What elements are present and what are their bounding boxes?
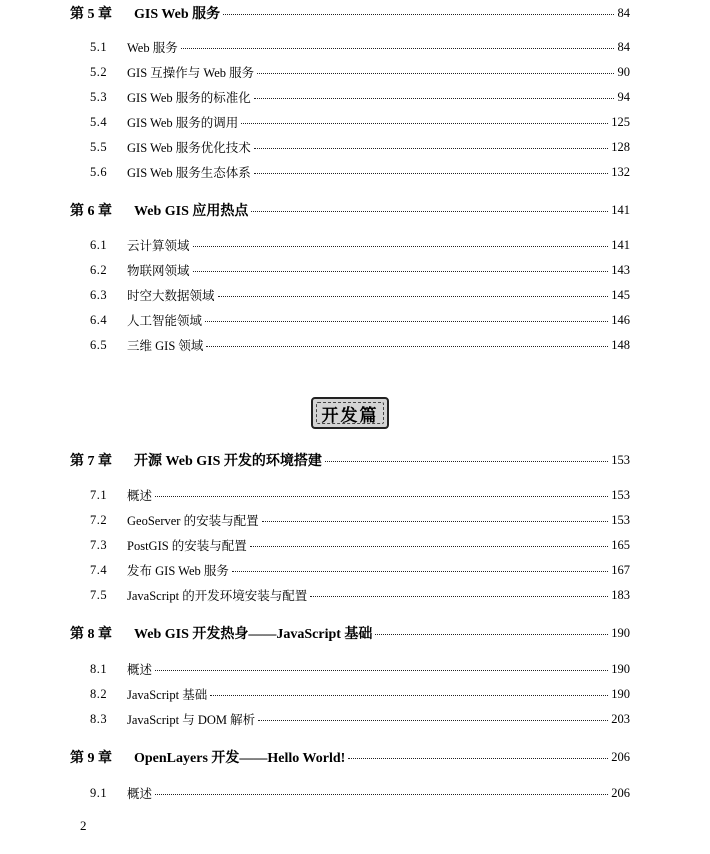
toc-section-row[interactable] [0, 510, 710, 530]
section-title: PostGIS 的安装与配置 [127, 536, 250, 554]
page-number: 141 [608, 203, 630, 218]
section-title: Web 服务 [127, 38, 181, 56]
toc-section-row[interactable] [0, 335, 710, 355]
toc-section-row[interactable] [0, 87, 710, 107]
page-number: 90 [615, 65, 631, 80]
toc-chapter-row[interactable] [0, 3, 710, 23]
toc-chapter-row[interactable] [0, 200, 710, 220]
dot-leader [251, 211, 630, 212]
page-number: 143 [608, 263, 630, 278]
dot-leader [257, 73, 630, 74]
section-title: 人工智能领域 [127, 311, 205, 329]
part-banner-title: 开发篇 [321, 405, 379, 426]
page-number: 190 [608, 687, 630, 702]
dot-leader [205, 321, 630, 322]
toc-section-row[interactable] [0, 162, 710, 182]
section-title: GeoServer 的安装与配置 [127, 511, 262, 529]
toc-section-row[interactable] [0, 235, 710, 255]
section-number: 8.1 [90, 661, 108, 676]
dot-leader [232, 571, 630, 572]
section-title: 云计算领域 [127, 236, 193, 254]
section-number: 7.3 [90, 537, 108, 552]
page-number: 153 [608, 513, 630, 528]
page-number: 125 [608, 115, 630, 130]
page-number: 132 [608, 165, 630, 180]
dot-leader [254, 173, 630, 174]
dot-leader [254, 98, 630, 99]
dot-leader [210, 695, 630, 696]
chapter-label: 第 5 章 [70, 7, 112, 22]
dot-leader [310, 596, 630, 597]
toc-section-row[interactable] [0, 585, 710, 605]
chapter-title: Web GIS 开发热身——JavaScript 基础 [134, 623, 375, 643]
toc-section-row[interactable] [0, 112, 710, 132]
page-number: 167 [608, 563, 630, 578]
dot-leader [258, 720, 630, 721]
section-number: 5.2 [90, 64, 108, 79]
toc-section-row[interactable] [0, 310, 710, 330]
section-number: 9.1 [90, 785, 108, 800]
dot-leader [375, 634, 630, 635]
section-number: 8.3 [90, 711, 108, 726]
section-title: GIS Web 服务生态体系 [127, 163, 254, 181]
chapter-label: 第 6 章 [70, 204, 112, 219]
page-number: 94 [615, 90, 631, 105]
section-number: 5.6 [90, 164, 108, 179]
section-number: 6.5 [90, 337, 108, 352]
toc-section-row[interactable] [0, 37, 710, 57]
section-number: 6.1 [90, 237, 108, 252]
dot-leader [218, 296, 630, 297]
dot-leader [262, 521, 630, 522]
section-number: 8.2 [90, 686, 108, 701]
toc-section-row[interactable] [0, 560, 710, 580]
chapter-title: OpenLayers 开发——Hello World! [134, 747, 348, 767]
toc-section-row[interactable] [0, 62, 710, 82]
page-number: 84 [615, 40, 631, 55]
section-number: 6.4 [90, 312, 108, 327]
dot-leader [250, 546, 630, 547]
page-number: 148 [608, 338, 630, 353]
section-number: 7.1 [90, 487, 108, 502]
page-number: 128 [608, 140, 630, 155]
section-title: GIS Web 服务的标准化 [127, 88, 254, 106]
toc-section-row[interactable] [0, 659, 710, 679]
section-title: 三维 GIS 领域 [127, 336, 206, 354]
toc-chapter-row[interactable] [0, 747, 710, 767]
toc-section-row[interactable] [0, 260, 710, 280]
toc-section-row[interactable] [0, 485, 710, 505]
toc-chapter-row[interactable] [0, 623, 710, 643]
dot-leader [155, 794, 630, 795]
section-title: 发布 GIS Web 服务 [127, 561, 232, 579]
toc-section-row[interactable] [0, 684, 710, 704]
page-number: 153 [608, 453, 630, 468]
dot-leader [193, 271, 630, 272]
page-number: 190 [608, 662, 630, 677]
toc-section-row[interactable] [0, 783, 710, 803]
section-number: 6.2 [90, 262, 108, 277]
page-number: 153 [608, 488, 630, 503]
section-title: JavaScript 与 DOM 解析 [127, 710, 258, 728]
dot-leader [325, 461, 630, 462]
section-number: 7.4 [90, 562, 108, 577]
dot-leader [223, 14, 630, 15]
section-number: 7.2 [90, 512, 108, 527]
section-title: 物联网领域 [127, 261, 193, 279]
page-number: 84 [615, 6, 631, 21]
chapter-label: 第 7 章 [70, 454, 112, 469]
toc-section-row[interactable] [0, 137, 710, 157]
toc-section-row[interactable] [0, 709, 710, 729]
footer-page-number: 2 [80, 818, 87, 833]
dot-leader [155, 496, 630, 497]
dot-leader [241, 123, 630, 124]
page-number: 165 [608, 538, 630, 553]
section-number: 5.5 [90, 139, 108, 154]
toc-section-row[interactable] [0, 285, 710, 305]
section-title: 概述 [127, 486, 155, 504]
chapter-label: 第 8 章 [70, 627, 112, 642]
page-number: 203 [608, 712, 630, 727]
dot-leader [181, 48, 630, 49]
page-number: 190 [608, 626, 630, 641]
dot-leader [348, 758, 630, 759]
dot-leader [193, 246, 630, 247]
chapter-title: Web GIS 应用热点 [134, 200, 251, 220]
part-banner [311, 397, 389, 429]
chapter-title: GIS Web 服务 [134, 3, 223, 23]
section-title: JavaScript 的开发环境安装与配置 [127, 586, 310, 604]
dot-leader [254, 148, 630, 149]
section-title: 时空大数据领域 [127, 286, 218, 304]
section-title: GIS Web 服务的调用 [127, 113, 241, 131]
section-title: JavaScript 基础 [127, 685, 210, 703]
section-number: 5.1 [90, 39, 108, 54]
section-number: 7.5 [90, 587, 108, 602]
dot-leader [155, 670, 630, 671]
toc-section-row[interactable] [0, 535, 710, 555]
page-number: 145 [608, 288, 630, 303]
section-title: 概述 [127, 784, 155, 802]
section-number: 5.4 [90, 114, 108, 129]
section-number: 5.3 [90, 89, 108, 104]
page-number: 206 [608, 786, 630, 801]
page-number: 206 [608, 750, 630, 765]
section-title: GIS Web 服务优化技术 [127, 138, 254, 156]
section-title: 概述 [127, 660, 155, 678]
toc-chapter-row[interactable] [0, 450, 710, 470]
chapter-label: 第 9 章 [70, 751, 112, 766]
page-number: 146 [608, 313, 630, 328]
dot-leader [206, 346, 630, 347]
page-number: 141 [608, 238, 630, 253]
section-title: GIS 互操作与 Web 服务 [127, 63, 257, 81]
page-number: 183 [608, 588, 630, 603]
section-number: 6.3 [90, 287, 108, 302]
chapter-title: 开源 Web GIS 开发的环境搭建 [134, 450, 325, 470]
